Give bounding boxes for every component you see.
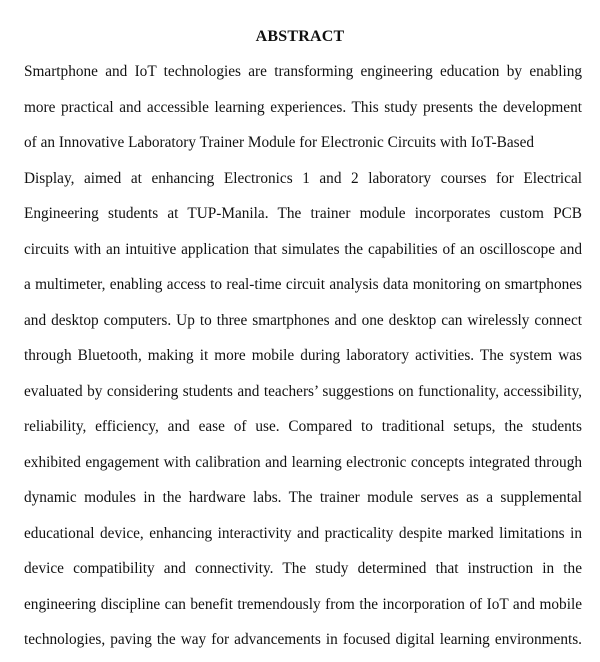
abstract-heading: ABSTRACT <box>255 28 345 45</box>
abstract-line: more practical and accessible learning experiences. This study presents the development <box>24 98 582 116</box>
abstract-line: a multimeter, enabling access to real-time circuit analysis data monitoring on smartphones <box>24 276 582 293</box>
abstract-line: Engineering students at TUP-Manila. The trainer module incorporates custom PCB <box>24 205 582 222</box>
abstract-line: technologies, paving the way for advancements in focused digital learning environments. <box>24 631 582 648</box>
abstract-line: device compatibility and connectivity. The study determined that instruction in the <box>24 560 582 577</box>
abstract-line: through Bluetooth, making it more mobile during laboratory activities. The system was <box>24 347 582 364</box>
abstract-line: dynamic modules in the hardware labs. The trainer module serves as a supplemental <box>24 489 582 506</box>
abstract-line: engineering discipline can benefit tremendously from the incorporation of IoT and mobile <box>24 595 582 613</box>
abstract-line: of an Innovative Laboratory Trainer Module for Electronic Circuits with IoT-Based <box>24 134 535 151</box>
abstract-line: educational device, enhancing interactivity and practicality despite marked limitations in <box>24 524 582 542</box>
abstract-line: evaluated by considering students and teachers’ suggestions on functionality, accessibility, <box>24 382 582 400</box>
abstract-line: Smartphone and IoT technologies are transforming engineering education by enabling <box>24 63 582 80</box>
abstract-body <box>24 58 582 662</box>
abstract-line: Display, aimed at enhancing Electronics 1 and 2 laboratory courses for Electrical <box>24 169 582 187</box>
abstract-line: exhibited engagement with calibration and learning electronic concepts integrated through <box>24 453 582 471</box>
abstract-line: circuits with an intuitive application that simulates the capabilities of an oscilloscope and <box>24 240 582 258</box>
abstract-line: reliability, efficiency, and ease of use. Compared to traditional setups, the students <box>24 418 582 435</box>
abstract-line: and desktop computers. Up to three smartphones and one desktop can wirelessly connect <box>24 311 582 329</box>
